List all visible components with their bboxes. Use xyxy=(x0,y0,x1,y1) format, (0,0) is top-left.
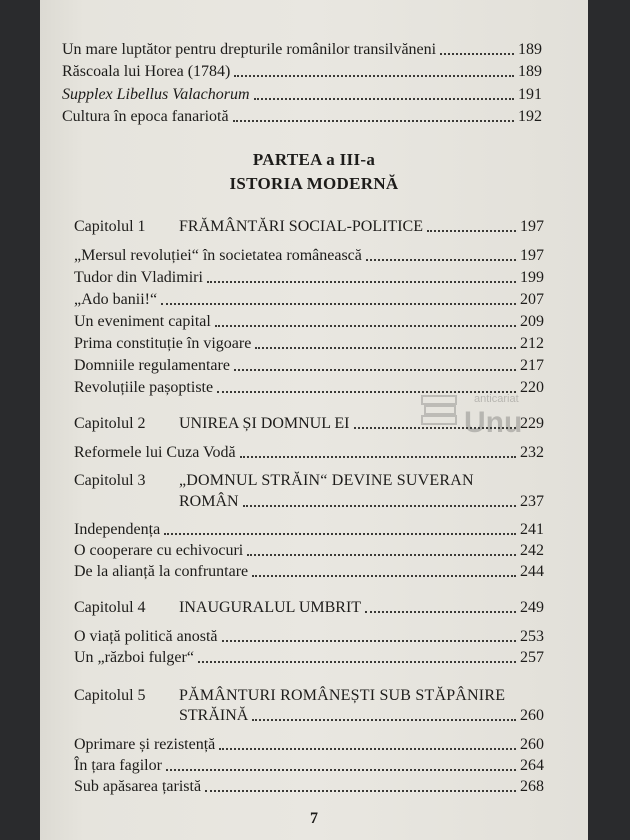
toc-entry[interactable] xyxy=(74,627,544,647)
toc-entry-page: 268 xyxy=(520,778,544,795)
chapter-5-heading[interactable] xyxy=(74,686,544,706)
toc-entry[interactable] xyxy=(74,312,544,332)
toc-entry[interactable] xyxy=(74,541,544,561)
chapter-title: „DOMNUL STRĂIN“ DEVINE SUVERAN xyxy=(179,472,474,489)
chapter-1-heading[interactable] xyxy=(74,217,544,237)
toc-entry-label: Reformele lui Cuza Vodă xyxy=(74,444,236,461)
toc-entry-label: Prima constituție în vigoare xyxy=(74,335,252,352)
toc-entry-page: 189 xyxy=(518,41,542,58)
leader-dots xyxy=(219,744,516,750)
chapter-title-cont: ROMÂN xyxy=(179,493,239,510)
chapter-label: Capitolul 5 xyxy=(74,687,146,704)
chapter-page: 237 xyxy=(520,493,544,510)
chapter-page: 249 xyxy=(520,599,544,616)
part-heading-line2: ISTORIA MODERNĂ xyxy=(229,174,399,193)
leader-dots xyxy=(254,94,514,100)
toc-entry-page: 242 xyxy=(520,542,544,559)
toc-entry-label: „Mersul revoluției“ în societatea românească xyxy=(74,247,362,264)
toc-entry-page: 191 xyxy=(518,86,542,103)
toc-entry-page: 257 xyxy=(520,649,544,666)
toc-entry-label: Un „război fulger“ xyxy=(74,649,194,666)
chapter-title: INAUGURALUL UMBRIT xyxy=(179,599,362,616)
toc-entry-page: 264 xyxy=(520,757,544,774)
chapter-title: UNIREA ȘI DOMNUL EI xyxy=(179,415,350,432)
toc-entry-label: Revoluțiile pașoptiste xyxy=(74,379,214,396)
chapter-label: Capitolul 3 xyxy=(74,472,146,489)
toc-entry-page: 244 xyxy=(520,563,544,580)
watermark-logo xyxy=(418,382,558,442)
chapter-3-heading[interactable] xyxy=(74,471,544,491)
leader-dots xyxy=(234,71,514,77)
leader-dots xyxy=(255,343,516,349)
toc-entry[interactable] xyxy=(74,246,544,266)
chapter-page: 197 xyxy=(520,218,544,235)
toc-entry[interactable] xyxy=(74,356,544,376)
toc-entry-label: Domniile regulamentare xyxy=(74,357,230,374)
toc-entry-page: 217 xyxy=(520,357,544,374)
toc-entry-page: 260 xyxy=(520,736,544,753)
toc-entry[interactable] xyxy=(74,648,544,668)
toc-entry-page: 241 xyxy=(520,521,544,538)
leader-dots xyxy=(252,715,516,721)
toc-entry-label: De la alianță la confruntare xyxy=(74,563,249,580)
toc-entry[interactable] xyxy=(74,777,544,797)
toc-entry-label: Cultura în epoca fanariotă xyxy=(62,108,229,125)
toc-entry[interactable] xyxy=(74,268,544,288)
leader-dots xyxy=(365,607,516,613)
toc-entry[interactable] xyxy=(74,290,544,310)
leader-dots xyxy=(243,501,516,507)
toc-entry-label: Un eveniment capital xyxy=(74,313,211,330)
toc-entry-label: Sub apăsarea țaristă xyxy=(74,778,202,795)
toc-entry-label: În țara fagilor xyxy=(74,757,162,774)
toc-entry-label: Independența xyxy=(74,521,161,538)
leader-dots xyxy=(233,116,514,122)
chapter-3-heading-cont[interactable] xyxy=(179,492,544,512)
toc-entry-page: 199 xyxy=(520,269,544,286)
toc-entry-page: 232 xyxy=(520,444,544,461)
toc-entry-page: 197 xyxy=(520,247,544,264)
leader-dots xyxy=(252,571,516,577)
leader-dots xyxy=(440,49,514,55)
toc-entry[interactable] xyxy=(74,334,544,354)
toc-entry-label: O cooperare cu echivocuri xyxy=(74,542,244,559)
toc-entry-page: 189 xyxy=(518,63,542,80)
leader-dots xyxy=(240,452,516,458)
chapter-title: PĂMÂNTURI ROMÂNEȘTI SUB STĂPÂNIRE xyxy=(179,687,506,704)
svg-text:anticariat: anticariat xyxy=(474,393,519,405)
toc-entry[interactable] xyxy=(62,62,542,82)
toc-entry-page: 207 xyxy=(520,291,544,308)
chapter-title: FRĂMÂNTĂRI SOCIAL-POLITICE xyxy=(179,218,423,235)
toc-entry-page: 209 xyxy=(520,313,544,330)
page-number: 7 xyxy=(310,810,318,827)
leader-dots xyxy=(247,550,516,556)
toc-entry-label: Oprimare și rezistență xyxy=(74,736,216,753)
chapter-page: 229 xyxy=(520,415,544,432)
leader-dots xyxy=(161,299,516,305)
toc-entry[interactable] xyxy=(74,520,544,540)
leader-dots xyxy=(205,786,516,792)
chapter-page: 260 xyxy=(520,707,544,724)
toc-entry-label: O viață politică anostă xyxy=(74,628,218,645)
toc-entry-page: 253 xyxy=(520,628,544,645)
leader-dots xyxy=(166,765,516,771)
svg-text:Unu: Unu xyxy=(464,406,523,439)
leader-dots xyxy=(222,636,516,642)
leader-dots xyxy=(427,226,516,232)
leader-dots xyxy=(198,657,516,663)
book-stack-icon xyxy=(422,396,456,424)
toc-entry[interactable] xyxy=(74,756,544,776)
chapter-label: Capitolul 1 xyxy=(74,218,146,235)
toc-entry[interactable] xyxy=(74,735,544,755)
toc-entry-label: Un mare luptător pentru drepturile românilor transilvăneni xyxy=(62,41,437,58)
toc-entry-label: Supplex Libellus Valachorum xyxy=(62,86,250,103)
leader-dots xyxy=(366,255,516,261)
toc-entry[interactable] xyxy=(62,40,542,60)
leader-dots xyxy=(164,529,516,535)
chapter-label: Capitolul 2 xyxy=(74,415,146,432)
toc-entry-label: Răscoala lui Horea (1784) xyxy=(62,63,231,80)
toc-entry-page: 220 xyxy=(520,379,544,396)
chapter-5-heading-cont[interactable] xyxy=(179,706,544,726)
part-heading-line1: PARTEA a III-a xyxy=(252,150,376,169)
toc-entry[interactable] xyxy=(74,562,544,582)
toc-entry[interactable] xyxy=(74,443,544,463)
leader-dots xyxy=(207,277,516,283)
book-page xyxy=(40,0,588,840)
toc-entry[interactable] xyxy=(62,107,542,127)
toc-entry-page: 192 xyxy=(518,108,542,125)
toc-entry-page: 212 xyxy=(520,335,544,352)
leader-dots xyxy=(215,321,516,327)
chapter-4-heading[interactable] xyxy=(74,598,544,618)
toc-entry[interactable] xyxy=(62,85,542,105)
leader-dots xyxy=(234,365,516,371)
toc-entry-label: „Ado banii!“ xyxy=(74,291,158,308)
chapter-label: Capitolul 4 xyxy=(74,599,146,616)
chapter-title-cont: STRĂINĂ xyxy=(179,707,249,724)
toc-entry-label: Tudor din Vladimiri xyxy=(74,269,203,286)
